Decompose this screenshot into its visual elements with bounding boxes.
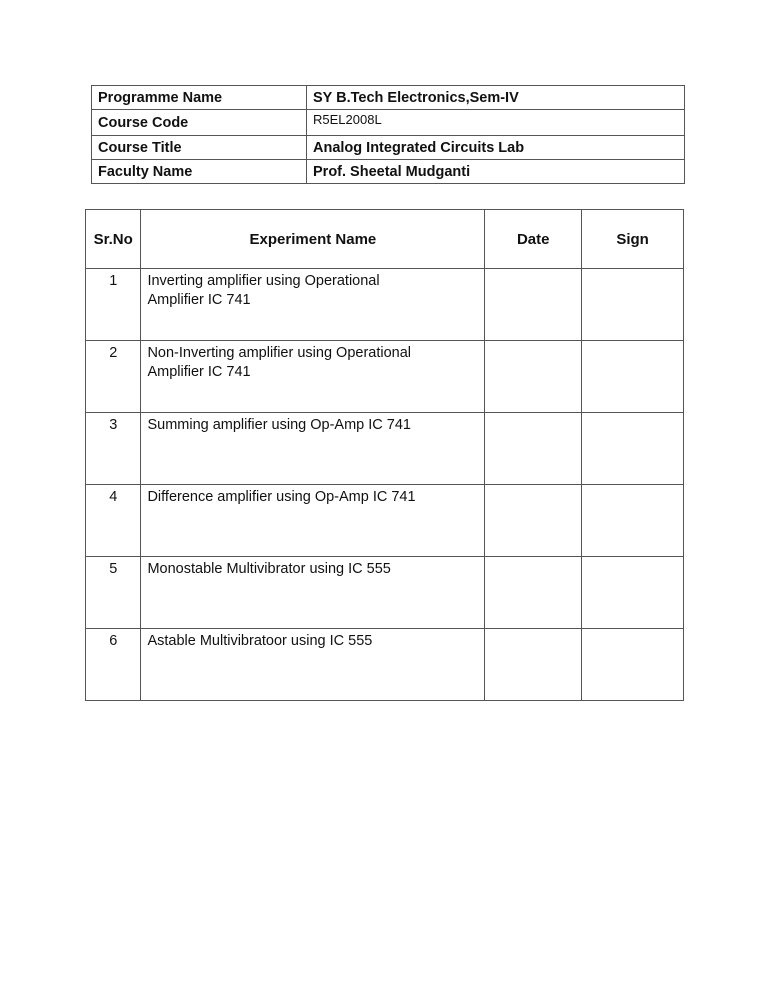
sr-no-cell: 3 (86, 413, 141, 485)
experiment-name-cell (141, 557, 485, 629)
table-row (86, 413, 684, 485)
sign-cell (582, 269, 684, 341)
date-cell (485, 413, 582, 485)
experiment-name-text: Summing amplifier using Op-Amp IC 741 (147, 417, 411, 433)
course-title-label: Course Title (92, 136, 307, 160)
sign-cell (582, 557, 684, 629)
table-row (86, 341, 684, 413)
info-row-course-title (92, 136, 685, 160)
date-cell (485, 629, 582, 701)
header-date: Date (485, 210, 582, 269)
table-row (86, 485, 684, 557)
info-row-course-code (92, 110, 685, 136)
header-sr-no: Sr.No (86, 210, 141, 269)
sign-cell (582, 413, 684, 485)
course-code-value: R5EL2008L (307, 110, 685, 136)
sign-cell (582, 341, 684, 413)
faculty-name-label: Faculty Name (92, 160, 307, 184)
sign-cell (582, 629, 684, 701)
sr-no-cell: 6 (86, 629, 141, 701)
sign-cell (582, 485, 684, 557)
experiment-name-cell (141, 629, 485, 701)
header-sign: Sign (582, 210, 684, 269)
experiment-name-text: Difference amplifier using Op-Amp IC 741 (147, 489, 416, 505)
experiment-table (85, 209, 684, 701)
experiment-name-text: Monostable Multivibrator using IC 555 (147, 561, 391, 577)
table-row (86, 557, 684, 629)
experiment-name-cell (141, 413, 485, 485)
course-title-value: Analog Integrated Circuits Lab (307, 136, 685, 160)
date-cell (485, 341, 582, 413)
course-code-label: Course Code (92, 110, 307, 136)
date-cell (485, 557, 582, 629)
experiment-name-cell (141, 341, 485, 413)
programme-name-value: SY B.Tech Electronics,Sem-IV (307, 86, 685, 110)
header-experiment-name: Experiment Name (141, 210, 485, 269)
info-row-faculty (92, 160, 685, 184)
programme-name-label: Programme Name (92, 86, 307, 110)
info-row-programme (92, 86, 685, 110)
date-cell (485, 485, 582, 557)
sr-no-cell: 5 (86, 557, 141, 629)
experiment-name-text: Non-Inverting amplifier using Operational Amplifier IC 741 (147, 345, 412, 380)
date-cell (485, 269, 582, 341)
sr-no-cell: 4 (86, 485, 141, 557)
course-info-table (91, 85, 685, 184)
experiment-name-text: Astable Multivibratoor using IC 555 (147, 633, 373, 649)
table-row (86, 269, 684, 341)
table-row (86, 629, 684, 701)
experiment-name-text: Inverting amplifier using Operational Amplifier IC 741 (147, 273, 380, 308)
experiment-name-cell (141, 485, 485, 557)
experiment-name-cell (141, 269, 485, 341)
faculty-name-value: Prof. Sheetal Mudganti (307, 160, 685, 184)
experiment-table-header (86, 210, 684, 269)
sr-no-cell: 1 (86, 269, 141, 341)
sr-no-cell: 2 (86, 341, 141, 413)
